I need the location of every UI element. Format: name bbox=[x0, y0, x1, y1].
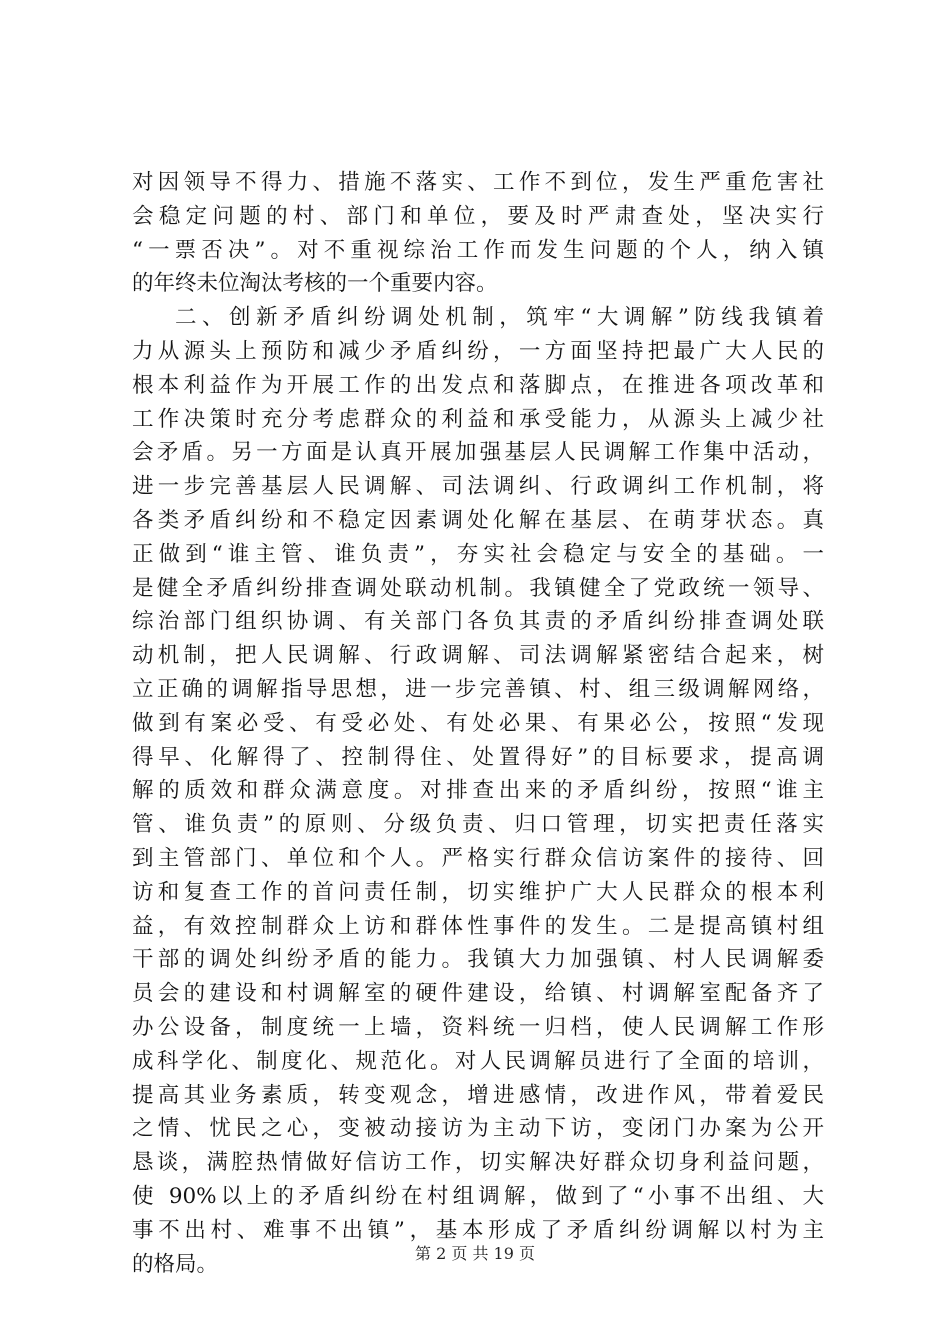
page-footer bbox=[0, 1243, 950, 1265]
text-line: 提高其业务素质，转变观念，增进感情，改进作风，带着爱民 bbox=[132, 1082, 824, 1108]
text-line: 立正确的调解指导思想，进一步完善镇、村、组三级调解网络， bbox=[132, 676, 824, 702]
text-line: 各类矛盾纠纷和不稳定因素调处化解在基层、在萌芽状态。真 bbox=[132, 507, 824, 533]
text-line: 根本利益作为开展工作的出发点和落脚点，在推进各项改革和 bbox=[132, 372, 824, 398]
text-line: 力从源头上预防和减少矛盾纠纷，一方面坚持把最广大人民的 bbox=[132, 338, 824, 364]
text-line: 解的质效和群众满意度。对排查出来的矛盾纠纷，按照“谁主 bbox=[132, 778, 824, 804]
text-line: 干部的调处纠纷矛盾的能力。我镇大力加强镇、村人民调解委 bbox=[132, 947, 824, 973]
text-line: 的年终未位淘汰考核的一个重要内容。 bbox=[132, 271, 498, 297]
text-line: 成科学化、制度化、规范化。对人民调解员进行了全面的培训， bbox=[132, 1048, 824, 1074]
text-line: “一票否决”。对不重视综治工作而发生问题的个人，纳入镇 bbox=[132, 237, 824, 263]
text-line: 综治部门组织协调、有关部门各负其责的矛盾纠纷排查调处联 bbox=[132, 609, 824, 635]
text-line: 工作决策时充分考虑群众的利益和承受能力，从源头上减少社 bbox=[132, 406, 824, 432]
text-line: 正做到“谁主管、谁负责”，夯实社会稳定与安全的基础。一 bbox=[132, 541, 824, 567]
text-line: 之情、忧民之心，变被动接访为主动下访，变闭门办案为公开 bbox=[132, 1116, 824, 1142]
text-line: 员会的建设和村调解室的硬件建设，给镇、村调解室配备齐了 bbox=[132, 981, 824, 1007]
text-line: 的格局。 bbox=[132, 1251, 219, 1277]
text-line: 会稳定问题的村、部门和单位，要及时严肃查处，坚决实行 bbox=[132, 203, 824, 229]
text-line: 益，有效控制群众上访和群体性事件的发生。二是提高镇村组 bbox=[132, 913, 824, 939]
text-line: 是健全矛盾纠纷排查调处联动机制。我镇健全了党政统一领导、 bbox=[132, 575, 824, 601]
text-line: 使 90%以上的矛盾纠纷在村组调解，做到了“小事不出组、大 bbox=[132, 1183, 824, 1209]
text-line: 会矛盾。另一方面是认真开展加强基层人民调解工作集中活动， bbox=[132, 440, 824, 466]
text-line: 到主管部门、单位和个人。严格实行群众信访案件的接待、回 bbox=[132, 845, 824, 871]
text-line: 做到有案必受、有受必处、有处必果、有果必公，按照“发现 bbox=[132, 710, 824, 736]
text-line: 事不出村、难事不出镇”，基本形成了矛盾纠纷调解以村为主 bbox=[132, 1217, 824, 1243]
text-line: 对因领导不得力、措施不落实、工作不到位，发生严重危害社 bbox=[132, 170, 824, 195]
text-line: 进一步完善基层人民调解、司法调纠、行政调纠工作机制，将 bbox=[132, 474, 824, 500]
text-line: 恳谈，满腔热情做好信访工作，切实解决好群众切身利益问题， bbox=[132, 1150, 824, 1176]
page-number: 第 2 页 共 19 页 bbox=[415, 1244, 535, 1263]
text-line: 访和复查工作的首问责任制，切实维护广大人民群众的根本利 bbox=[132, 879, 824, 905]
body-text bbox=[132, 166, 824, 1281]
text-line: 得早、化解得了、控制得住、处置得好”的目标要求，提高调 bbox=[132, 744, 824, 770]
text-line: 管、谁负责”的原则、分级负责、归口管理，切实把责任落实 bbox=[132, 812, 824, 838]
paragraph-heading-line: 二、创新矛盾纠纷调处机制，筑牢“大调解”防线我镇着 bbox=[175, 305, 824, 331]
text-line: 动机制，把人民调解、行政调解、司法调解紧密结合起来，树 bbox=[132, 643, 824, 669]
text-line: 办公设备，制度统一上墙，资料统一归档，使人民调解工作形 bbox=[132, 1014, 824, 1040]
